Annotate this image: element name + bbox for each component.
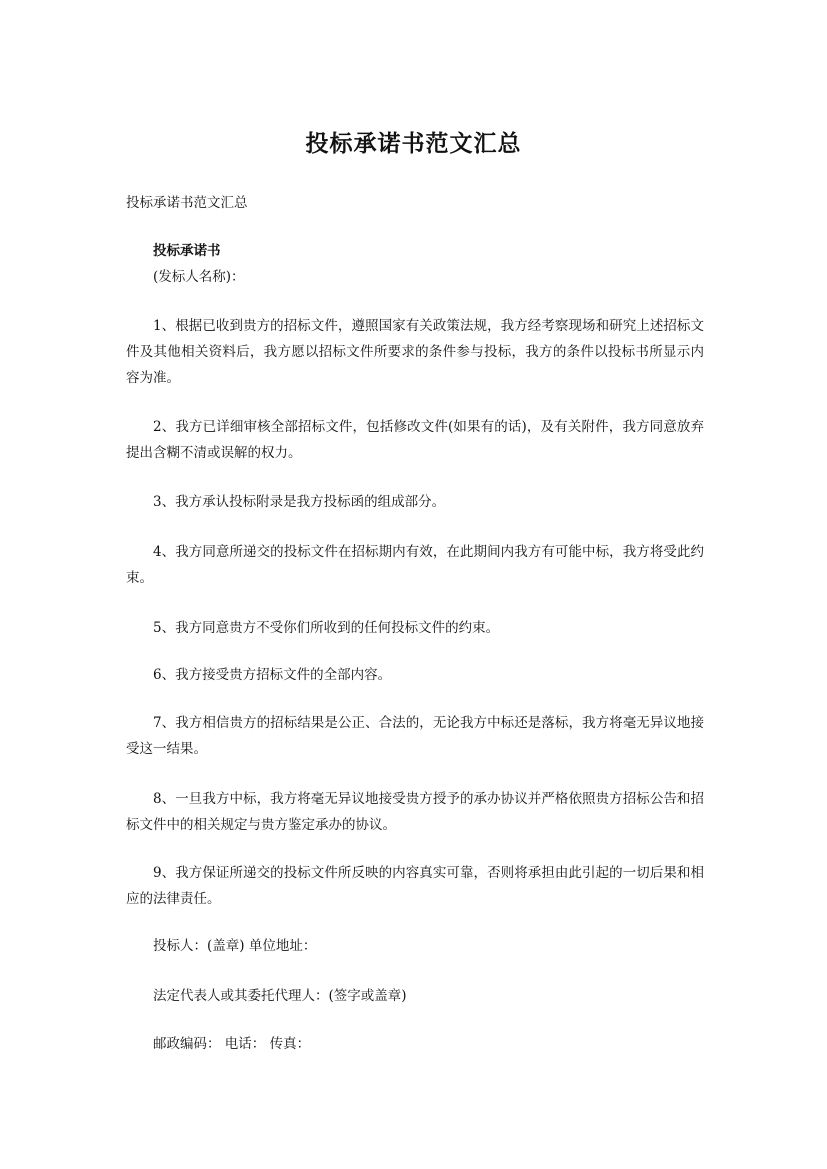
paragraph-9: 9、我方保证所递交的投标文件所反映的内容真实可靠，否则将承担由此引起的一切后果和相应的法律责任。 xyxy=(126,865,704,907)
paragraph-8: 8、一旦我方中标，我方将毫无异议地接受贵方授予的承办协议并严格依照贵方招标公告和招标文件中的相关规定与贵方鉴定承办的协议。 xyxy=(126,791,704,833)
addressee-line: (发标人名称)： xyxy=(153,269,245,285)
paragraph-4: 4、我方同意所递交的投标文件在招标期内有效，在此期间内我方有可能中标，我方将受此约束。 xyxy=(126,544,704,586)
paragraph-6: 6、我方接受贵方招标文件的全部内容。 xyxy=(153,667,392,683)
section-heading: 投标承诺书 xyxy=(153,243,221,259)
paragraph-3: 3、我方承认投标附录是我方投标函的组成部分。 xyxy=(153,494,446,510)
bidder-line: 投标人：(盖章) 单位地址： xyxy=(153,938,317,954)
document-title: 投标承诺书范文汇总 xyxy=(305,130,522,157)
document-subtitle: 投标承诺书范文汇总 xyxy=(126,195,248,211)
contact-line: 邮政编码： 电话： 传真： xyxy=(153,1036,311,1052)
representative-line: 法定代表人或其委托代理人：(签字或盖章) xyxy=(153,988,407,1004)
paragraph-7: 7、我方相信贵方的招标结果是公正、合法的，无论我方中标还是落标，我方将毫无异议地接受这一结果。 xyxy=(126,715,704,757)
paragraph-2: 2、我方已详细审核全部招标文件，包括修改文件(如果有的话)，及有关附件，我方同意放弃提出含糊不清或误解的权力。 xyxy=(126,419,704,461)
paragraph-1: 1、根据已收到贵方的招标文件，遵照国家有关政策法规，我方经考察现场和研究上述招标文件及其他相关资料后，我方愿以招标文件所要求的条件参与投标，我方的条件以投标书所显示内容为准。 xyxy=(126,318,704,386)
paragraph-5: 5、我方同意贵方不受你们所收到的任何投标文件的约束。 xyxy=(153,620,500,636)
